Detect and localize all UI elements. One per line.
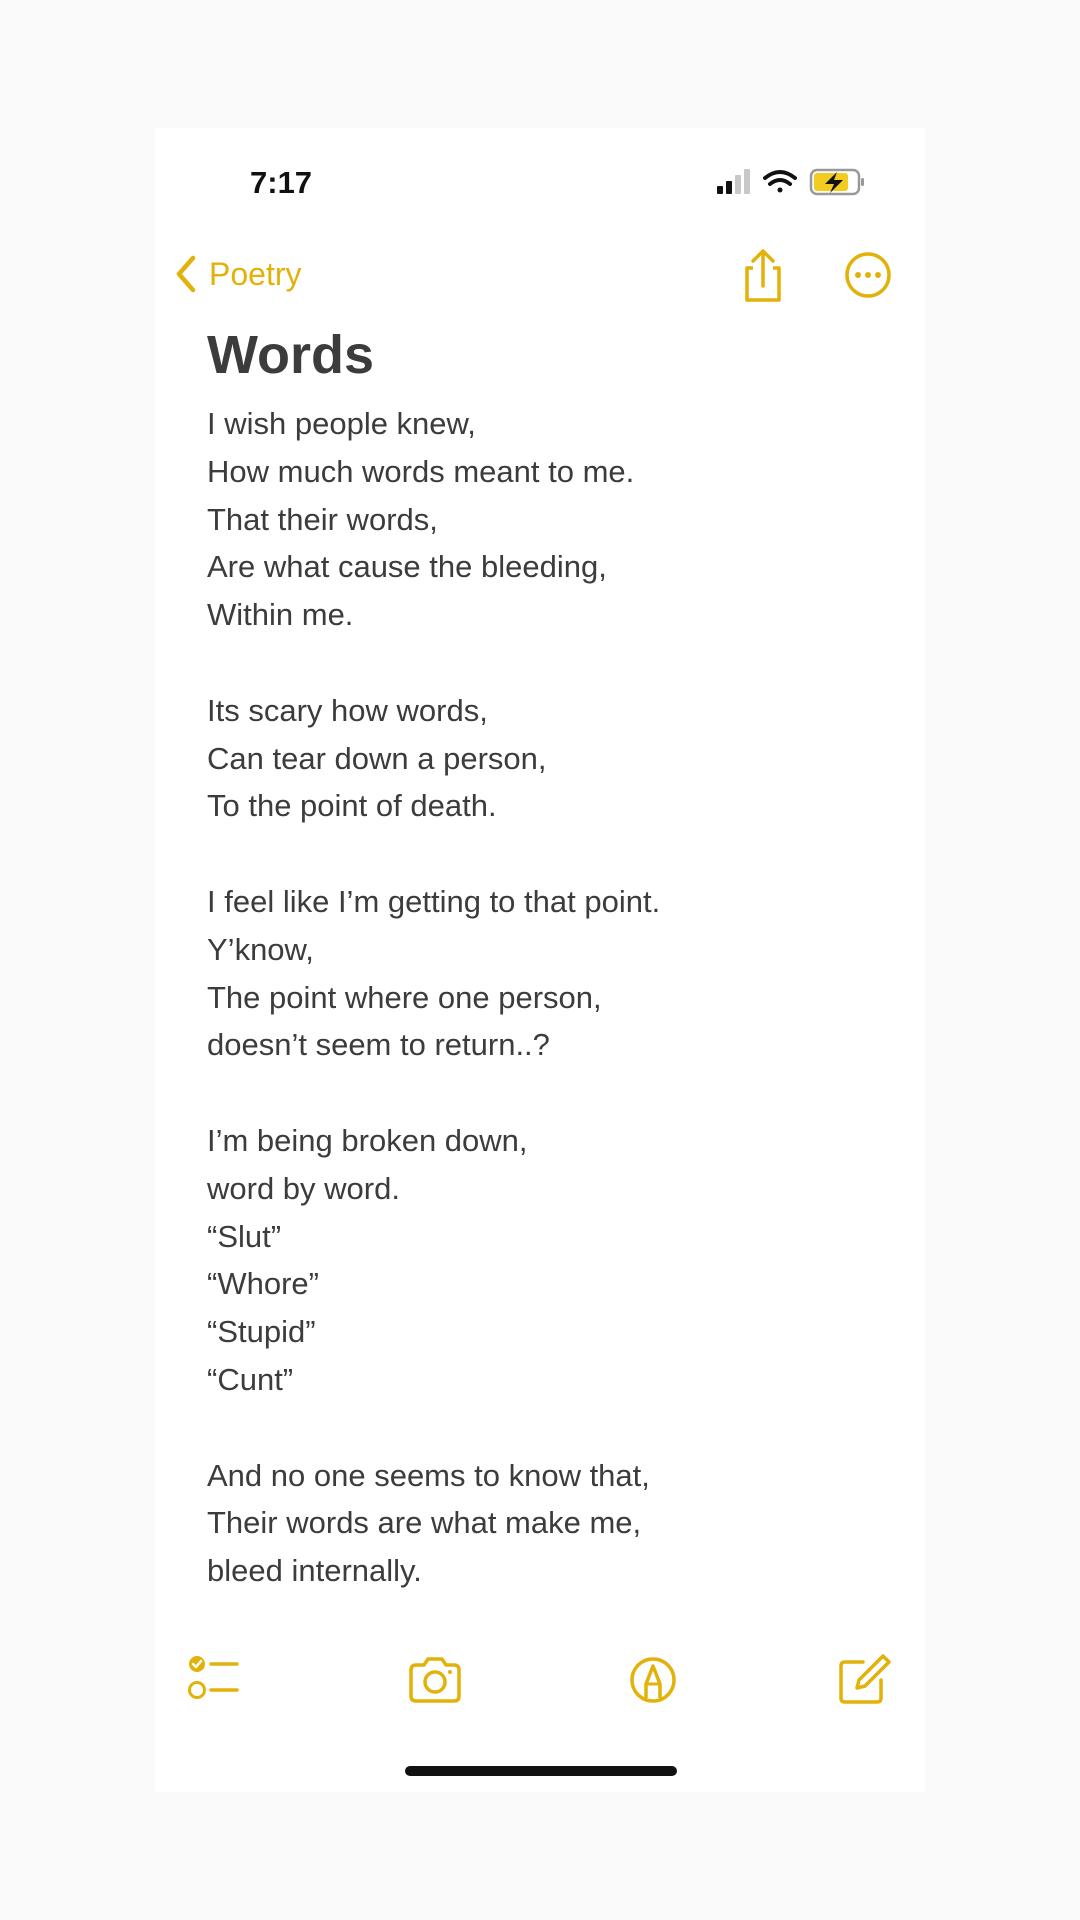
back-button[interactable] xyxy=(173,246,301,302)
note-body[interactable]: I wish people knew, How much words meant to me. That their words, Are what cause the bleeding, Within me. Its scary how words, Can tear down a person, To the point of death. I feel like I’m getting to that point. Y’know, The point where one person, doesn’t seem to return..? I’m being broken down, word by word. “Slut” “Whore” “Stupid” “Cunt” And no one seems to know that, Their words are what make me, bleed internally. xyxy=(207,406,661,1589)
share-icon[interactable] xyxy=(735,246,791,306)
status-icons xyxy=(715,164,875,200)
compose-icon[interactable] xyxy=(833,1650,893,1710)
chevron-left-icon xyxy=(173,254,199,294)
back-label: Poetry xyxy=(209,255,302,292)
cellular-signal-icon xyxy=(717,169,750,194)
markup-pen-icon[interactable] xyxy=(623,1650,683,1710)
status-time: 7:17 xyxy=(250,165,313,200)
home-indicator[interactable] xyxy=(405,1766,677,1776)
checklist-icon[interactable] xyxy=(185,1650,245,1710)
camera-icon[interactable] xyxy=(405,1650,465,1710)
notes-screen xyxy=(155,128,925,1792)
bottom-toolbar xyxy=(155,1650,925,1720)
nav-bar xyxy=(155,236,925,316)
note-title[interactable]: Words xyxy=(207,325,375,385)
more-ellipsis-icon[interactable] xyxy=(843,250,893,300)
wifi-icon xyxy=(765,172,795,193)
battery-charging-icon xyxy=(811,170,864,194)
